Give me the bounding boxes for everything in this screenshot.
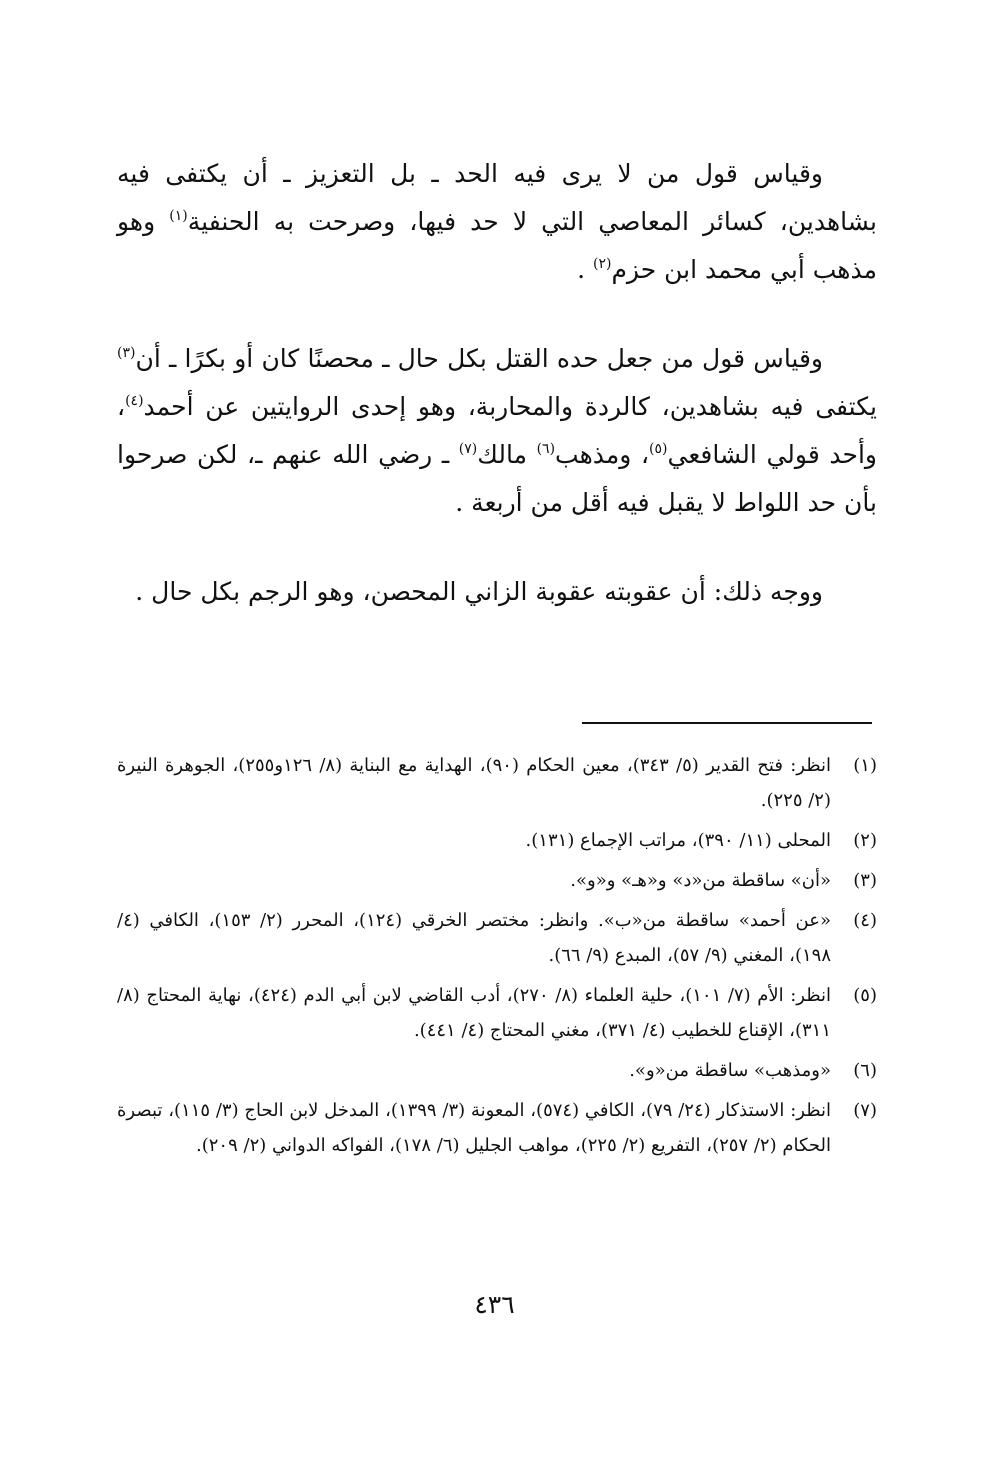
footnote-6 bbox=[117, 1053, 877, 1088]
footnote-number: (٧) bbox=[853, 1100, 877, 1121]
footnote-text: «أن» ساقطة من«د» و«هـ» و«و». bbox=[570, 870, 831, 891]
footnote-number: (٤) bbox=[853, 910, 877, 931]
paragraph-1 bbox=[117, 150, 877, 294]
footnote-4 bbox=[117, 903, 877, 973]
footnote-text: انظر: فتح القدير (٥/ ٣٤٣)، معين الحكام (٩٠)، الهداية مع البناية (٨/ ١٢٦و٢٥٥)، الجوهرة النيرة (٢/ ٢٢٥). bbox=[117, 755, 832, 811]
footnote-number: (٦) bbox=[853, 1060, 877, 1081]
footnote-ref-6: (٦) bbox=[536, 441, 556, 457]
paragraph-2-text-d: ، ومذهب bbox=[555, 440, 650, 469]
footnotes bbox=[117, 748, 877, 1168]
footnote-ref-2: (٢) bbox=[592, 256, 612, 272]
paragraph-2-text-a: وقياس قول من جعل حده القتل بكل حال ـ محصنًا كان أو بكرًا ـ أن bbox=[135, 344, 823, 373]
footnote-ref-4: (٤) bbox=[125, 393, 144, 409]
footnote-text: «ومذهب» ساقطة من«و». bbox=[629, 1060, 831, 1081]
footnote-number: (٢) bbox=[853, 830, 877, 851]
footnote-3 bbox=[117, 863, 877, 898]
paragraph-1-text-a: وقياس قول من لا يرى فيه الحد ـ بل التعزيز ـ أن يكتفى فيه بشاهدين، كسائر المعاصي التي لا حد فيها، وصرحت به الحنفية bbox=[117, 159, 878, 236]
footnote-1 bbox=[117, 748, 877, 818]
paragraph-2-text-b: يكتفى فيه بشاهدين، كالردة والمحاربة، وهو إحدى الروايتين عن أحمد bbox=[143, 392, 877, 421]
footnote-number: (٥) bbox=[853, 985, 877, 1006]
page-number: ٤٣٦ bbox=[474, 1290, 515, 1319]
footnote-number: (٣) bbox=[853, 870, 877, 891]
footnote-ref-3: (٣) bbox=[117, 345, 136, 361]
footnote-separator bbox=[582, 722, 872, 724]
main-text bbox=[117, 150, 877, 616]
footnote-5 bbox=[117, 978, 877, 1048]
footnote-text: «عن أحمد» ساقطة من«ب». وانظر: مختصر الخرقي (١٢٤)، المحرر (٢/ ١٥٣)، الكافي (٤/ ١٩٨)، المغني (٩/ ٥٧)، المبدع (٩/ ٦٦). bbox=[117, 910, 831, 966]
paragraph-3: ووجه ذلك: أن عقوبته عقوبة الزاني المحصن، وهو الرجم بكل حال . bbox=[135, 577, 823, 606]
paragraph-1-text-c: . bbox=[577, 255, 593, 284]
footnote-text: المحلى (١١/ ٣٩٠)، مراتب الإجماع (١٣١). bbox=[525, 830, 831, 851]
footnote-text: انظر: الاستذكار (٢٤/ ٧٩)، الكافي (٥٧٤)، المعونة (٣/ ١٣٩٩)، المدخل لابن الحاج (٣/ ١١٥)، تبصرة الحكام (٢/ ٢٥٧)، التفريع (٢/ ٢٢٥)، مواهب الجليل (٦/ ١٧٨)، الفواكه الدواني (٢/ ٢٠٩). bbox=[117, 1100, 831, 1156]
footnote-ref-7: (٧) bbox=[458, 441, 478, 457]
footnote-number: (١) bbox=[853, 755, 877, 776]
footnote-ref-5: (٥) bbox=[649, 441, 668, 457]
footnote-ref-1: (١) bbox=[169, 208, 188, 224]
paragraph-2-text-e: مالك bbox=[477, 440, 537, 469]
paragraph-1-text-b: وهو مذهب أبي محمد ابن حزم bbox=[117, 207, 877, 284]
paragraph-2-text-f: ـ رضي الله عنهم ـ، لكن صرحوا بأن حد اللواط لا يقبل فيه أقل من أربعة . bbox=[117, 440, 877, 517]
footnote-2 bbox=[117, 823, 877, 858]
paragraph-2-text-c: ، وأحد قولي الشافعي bbox=[117, 392, 877, 469]
footnote-text: انظر: الأم (٧/ ١٠١)، حلية العلماء (٨/ ٢٧٠)، أدب القاضي لابن أبي الدم (٤٢٤)، نهاية المحتاج (٨/ ٣١١)، الإقناع للخطيب (٤/ ٣٧١)، مغني المحتاج (٤/ ٤٤١). bbox=[117, 985, 831, 1041]
footnote-7 bbox=[117, 1093, 877, 1163]
paragraph-2 bbox=[117, 335, 877, 527]
